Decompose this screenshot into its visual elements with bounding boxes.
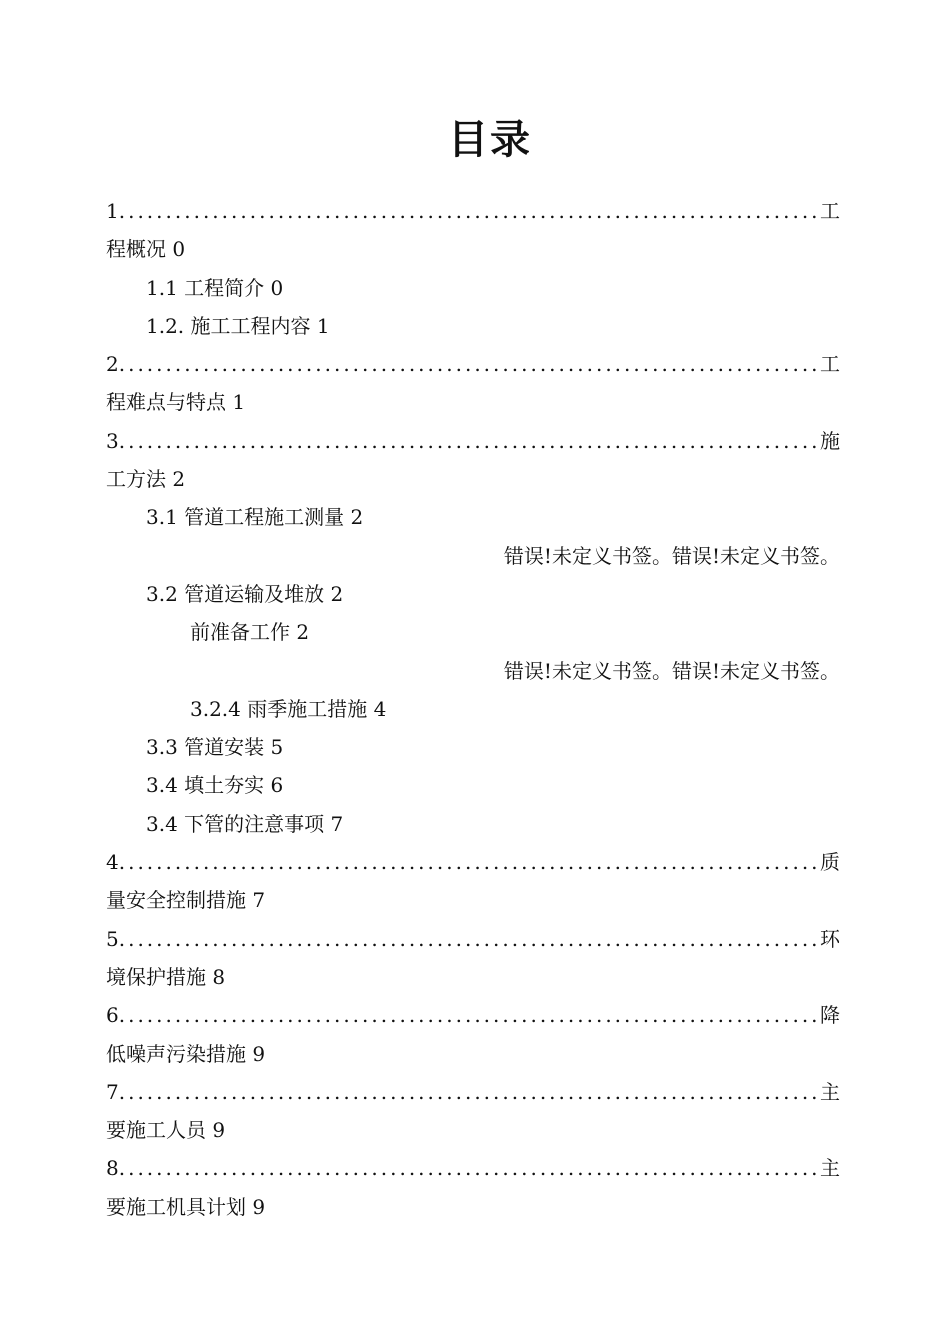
toc-entry-title-start: 降 xyxy=(820,1003,840,1028)
toc-entry-title-start: 工 xyxy=(820,199,840,223)
toc-entry-title-continued[interactable]: 低噪声污染措施 9 xyxy=(106,1041,266,1066)
toc-entry-2[interactable] xyxy=(106,345,840,383)
page-title: 目录 xyxy=(448,117,532,163)
toc-entry-8[interactable] xyxy=(106,1149,840,1187)
dot-leader xyxy=(125,843,818,881)
toc-entry-number: 7. xyxy=(106,1079,126,1104)
dot-leader xyxy=(125,996,818,1034)
dot-leader xyxy=(125,920,818,958)
toc-entry-title-start: 环 xyxy=(820,926,840,951)
table-of-contents xyxy=(106,192,840,1226)
dot-leader xyxy=(125,192,818,230)
toc-entry-number: 1. xyxy=(106,199,126,223)
toc-entry-3-4[interactable]: 3.4 填土夯实 6 xyxy=(146,773,284,798)
toc-entry-title-continued[interactable]: 境保护措施 8 xyxy=(106,964,226,989)
toc-entry-title-start: 工 xyxy=(820,352,840,377)
toc-entry-7[interactable] xyxy=(106,1073,840,1111)
toc-entry-number: 6. xyxy=(106,1003,126,1028)
dot-leader xyxy=(125,1073,818,1111)
toc-entry-title-start: 施 xyxy=(820,428,840,453)
toc-entry-5[interactable] xyxy=(106,920,840,958)
toc-entry-title-continued[interactable]: 程概况 0 xyxy=(106,237,186,262)
toc-entry-3[interactable] xyxy=(106,422,840,460)
toc-entry-3-1[interactable]: 3.1 管道工程施工测量 2 xyxy=(146,505,364,530)
toc-entry-3-2-sub[interactable]: 前准备工作 2 xyxy=(190,620,310,645)
toc-entry-title-continued[interactable]: 工方法 2 xyxy=(106,467,186,492)
toc-entry-title-continued[interactable]: 程难点与特点 1 xyxy=(106,390,246,415)
toc-entry-title-start: 质 xyxy=(820,850,840,875)
toc-entry-number: 2. xyxy=(106,352,126,377)
toc-entry-3-4b[interactable]: 3.4 下管的注意事项 7 xyxy=(146,811,344,836)
toc-entry-number: 4. xyxy=(106,850,126,875)
toc-entry-1-1[interactable]: 1.1 工程简介 0 xyxy=(146,275,284,300)
toc-entry-3-3[interactable]: 3.3 管道安装 5 xyxy=(146,735,284,760)
toc-entry-1-2[interactable]: 1.2. 施工工程内容 1 xyxy=(146,313,330,338)
toc-entry-title-start: 主 xyxy=(820,1156,840,1181)
toc-entry-title-continued[interactable]: 要施工人员 9 xyxy=(106,1118,226,1143)
bookmark-error-text: 错误!未定义书签。错误!未定义书签。 xyxy=(503,543,840,568)
toc-entry-3-2-4[interactable]: 3.2.4 雨季施工措施 4 xyxy=(190,696,387,721)
toc-entry-title-start: 主 xyxy=(820,1079,840,1104)
toc-entry-4[interactable] xyxy=(106,843,840,881)
toc-entry-title-continued[interactable]: 量安全控制措施 7 xyxy=(106,888,266,913)
toc-entry-number: 8. xyxy=(106,1156,126,1181)
toc-entry-3-2[interactable]: 3.2 管道运输及堆放 2 xyxy=(146,581,344,606)
toc-entry-6[interactable] xyxy=(106,996,840,1034)
toc-entry-number: 5. xyxy=(106,926,126,951)
dot-leader xyxy=(125,345,818,383)
dot-leader xyxy=(125,1149,818,1187)
bookmark-error-text: 错误!未定义书签。错误!未定义书签。 xyxy=(503,658,840,683)
toc-entry-number: 3. xyxy=(106,428,126,453)
toc-entry-title-continued[interactable]: 要施工机具计划 9 xyxy=(106,1194,266,1219)
toc-entry-1[interactable] xyxy=(106,192,840,230)
dot-leader xyxy=(125,422,818,460)
